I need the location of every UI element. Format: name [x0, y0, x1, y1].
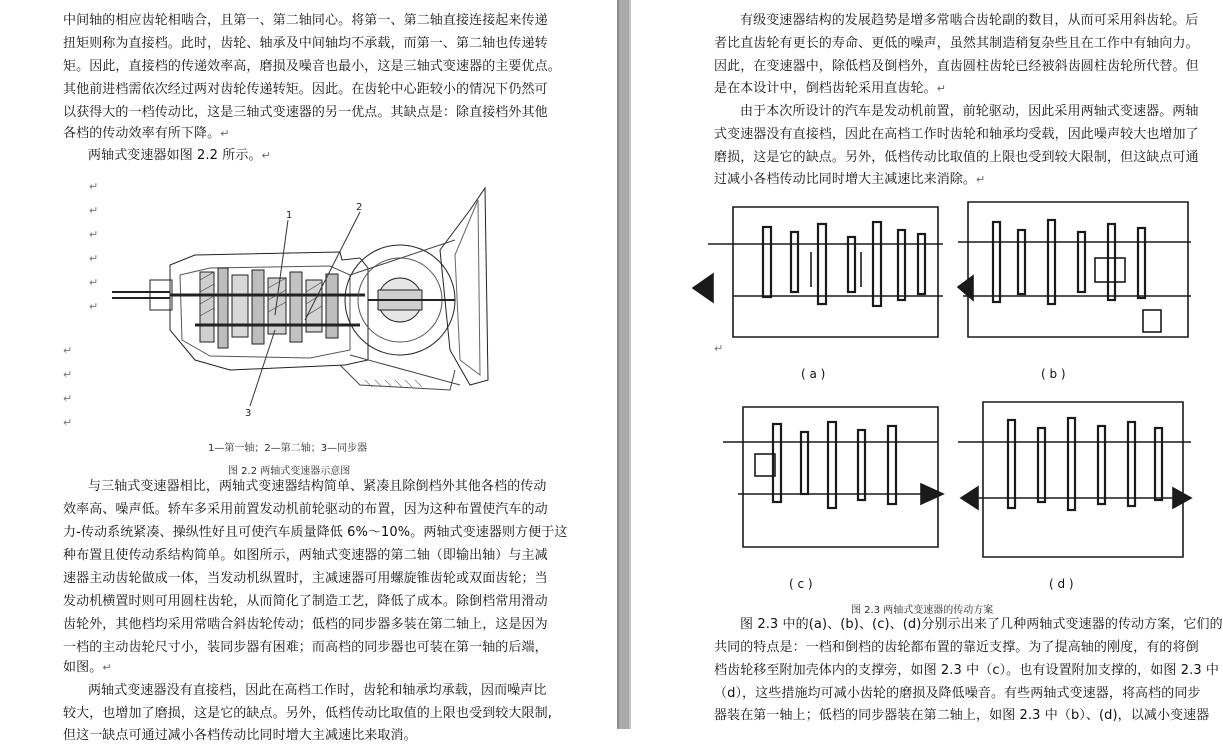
- text-line: 其他前进档需依次经过两对齿轮传递转矩。因此。在齿轮中心距较小的情况下仍然可: [63, 82, 548, 97]
- paragraph-mark: ↵: [89, 276, 99, 289]
- paragraph-mark: ↵: [102, 661, 112, 674]
- text-line: 因此，在变速器中，除低档及倒档外，直齿圆柱齿轮已经被斜齿圆柱齿轮所代替。但: [714, 59, 1199, 74]
- text-span: 两轴式变速器如图 2.2 所示。: [88, 148, 262, 163]
- figure-legend: 1—第一轴；2—第二轴；3—同步器: [208, 443, 368, 454]
- text-line: 但这一缺点可通过减小各档传动比同时增大主减速比来取消。: [63, 728, 417, 743]
- paragraph-mark: ↵: [714, 342, 724, 355]
- text-line: 磨损，这是它的缺点。另外，低档传动比取值的上限也受到较大限制，但这缺点可通: [714, 150, 1199, 165]
- paragraph-mark: ↵: [89, 204, 99, 217]
- text-line: [63, 126, 230, 142]
- text-line: 中间轴的相应齿轮相啮合，且第一、第二轴同心。将第一、第二轴直接连接起来传递: [63, 13, 548, 28]
- paragraph-mark: ↵: [63, 392, 73, 405]
- text-line: 有级变速器结构的发展趋势是增多常啮合齿轮副的数目，从而可采用斜齿轮。后: [740, 13, 1199, 28]
- text-line: 与三轴式变速器相比，两轴式变速器结构简单、紧凑且除倒档外其他各档的传动: [88, 479, 547, 494]
- paragraph-mark: ↵: [936, 82, 947, 95]
- text-line: [88, 148, 271, 164]
- text-line: 速器主动齿轮做成一体，当发动机纵置时，主减速器可用螺旋锥齿轮或双面齿轮；当: [63, 571, 548, 586]
- page-gutter: [617, 0, 631, 729]
- text-line: 效率高、噪声低。轿车多采用前置发动机前轮驱动的布置，因为这种布置使汽车的动: [63, 502, 548, 517]
- text-line: 器装在第一轴上；低档的同步器装在第二轴上，如图 2.3 中（b）、(d)，以减小变速器: [714, 708, 1210, 723]
- paragraph-mark: ↵: [261, 149, 271, 162]
- text-line: （d），这些措施均可减小齿轮的磨损及降低噪音。有些两轴式变速器，将高档的同步: [714, 686, 1201, 701]
- paragraph-mark: ↵: [89, 252, 99, 265]
- text-span: 各档的传动效率有所下降。: [63, 126, 221, 141]
- text-line: 者比直齿轮有更长的寿命、更低的噪声，虽然其制造稍复杂些且在工作中有轴向力。: [714, 36, 1199, 51]
- text-span: 如图。: [63, 660, 103, 675]
- paragraph-mark: ↵: [89, 228, 99, 241]
- text-line: 一档的主动齿轮尺寸小，装同步器有困难；而高档的同步器也可装在第一轴的后端，: [63, 640, 548, 655]
- paragraph-mark: ↵: [220, 127, 230, 140]
- text-line: 发动机横置时则可用圆柱齿轮，从而简化了制造工艺，降低了成本。除倒档常用滑动: [63, 594, 548, 609]
- paragraph-mark: ↵: [63, 344, 73, 357]
- text-line: [714, 172, 985, 188]
- text-line: 扭矩则称为直接档。此时，齿轮、轴承及中间轴均不承载，而第一、第二轴也传递转: [63, 36, 548, 51]
- figure-caption: 图 2.2 两轴式变速器示意图: [228, 466, 351, 477]
- diagram-label-d: ( d ): [1049, 577, 1074, 591]
- figure-label-1: 1: [286, 210, 293, 221]
- paragraph-mark: ↵: [89, 300, 99, 313]
- paragraph-mark: ↵: [976, 173, 986, 186]
- paragraph-mark: ↵: [63, 416, 73, 429]
- text-line: [63, 660, 112, 676]
- text-line: 共同的特点是：一档和倒档的齿轮都布置的靠近支撑。为了提高轴的刚度，有的将倒: [714, 640, 1199, 655]
- text-span: 过减小各档传动比同时增大主减速比来消除。: [714, 172, 977, 187]
- text-line: 由于本次所设计的汽车是发动机前置，前轮驱动，因此采用两轴式变速器。两轴: [740, 104, 1199, 119]
- figure-label-3: 3: [245, 408, 252, 419]
- figure-caption: 图 2.3 两轴式变速器的传动方案: [851, 605, 994, 616]
- paragraph-mark: ↵: [63, 368, 73, 381]
- diagram-label-a: ( a ): [801, 367, 826, 381]
- text-line: 种布置且使传动系结构简单。如图所示，两轴式变速器的第二轴（即输出轴）与主减: [63, 548, 548, 563]
- text-line: 两轴式变速器没有直接档，因此在高档工作时，齿轮和轴承均承载，因而噪声比: [88, 683, 547, 698]
- document-page-right: [631, 0, 1223, 729]
- diagram-label-c: ( c ): [789, 577, 813, 591]
- text-line: 矩。因此，直接档的传递效率高，磨损及噪音也最小，这是三轴式变速器的主要优点。: [63, 59, 561, 74]
- diagram-label-b: ( b ): [1041, 367, 1066, 381]
- figure-label-2: 2: [356, 202, 363, 213]
- text-line: 齿轮外，其他档均采用常啮合斜齿轮传动；低档的同步器多装在第二轴上，这是因为: [63, 617, 548, 632]
- text-span: 是在本设计中，倒档齿轮采用直齿轮。: [714, 81, 937, 96]
- text-line: 以获得大的一档传动比，这是三轴式变速器的另一优点。其缺点是：除直接档外其他: [63, 105, 548, 120]
- text-line: 档齿轮移至附加壳体内的支撑旁，如图 2.3 中（c）。也有设置附加支撑的，如图 2.3 中: [714, 663, 1220, 678]
- transmission-schemes-figure: [693, 192, 1191, 594]
- text-line: 式变速器没有直接档，因此在高档工作时齿轮和轴承均受载，因此噪声较大也增加了: [714, 127, 1199, 142]
- text-line: 力-传动系统紧凑、操纵性好且可使汽车质量降低 6%～10%。两轴式变速器则方便于这: [63, 525, 568, 540]
- text-line: [714, 81, 946, 97]
- text-line: 图 2.3 中的(a)、(b)、(c)、(d)分别示出来了几种两轴式变速器的传动方案，它们的: [740, 617, 1223, 632]
- paragraph-mark: ↵: [89, 180, 99, 193]
- text-line: 较大，也增加了磨损，这是它的缺点。另外，低档传动比取值的上限也受到较大限制,: [63, 706, 552, 721]
- transmission-cross-section-figure: [110, 180, 495, 420]
